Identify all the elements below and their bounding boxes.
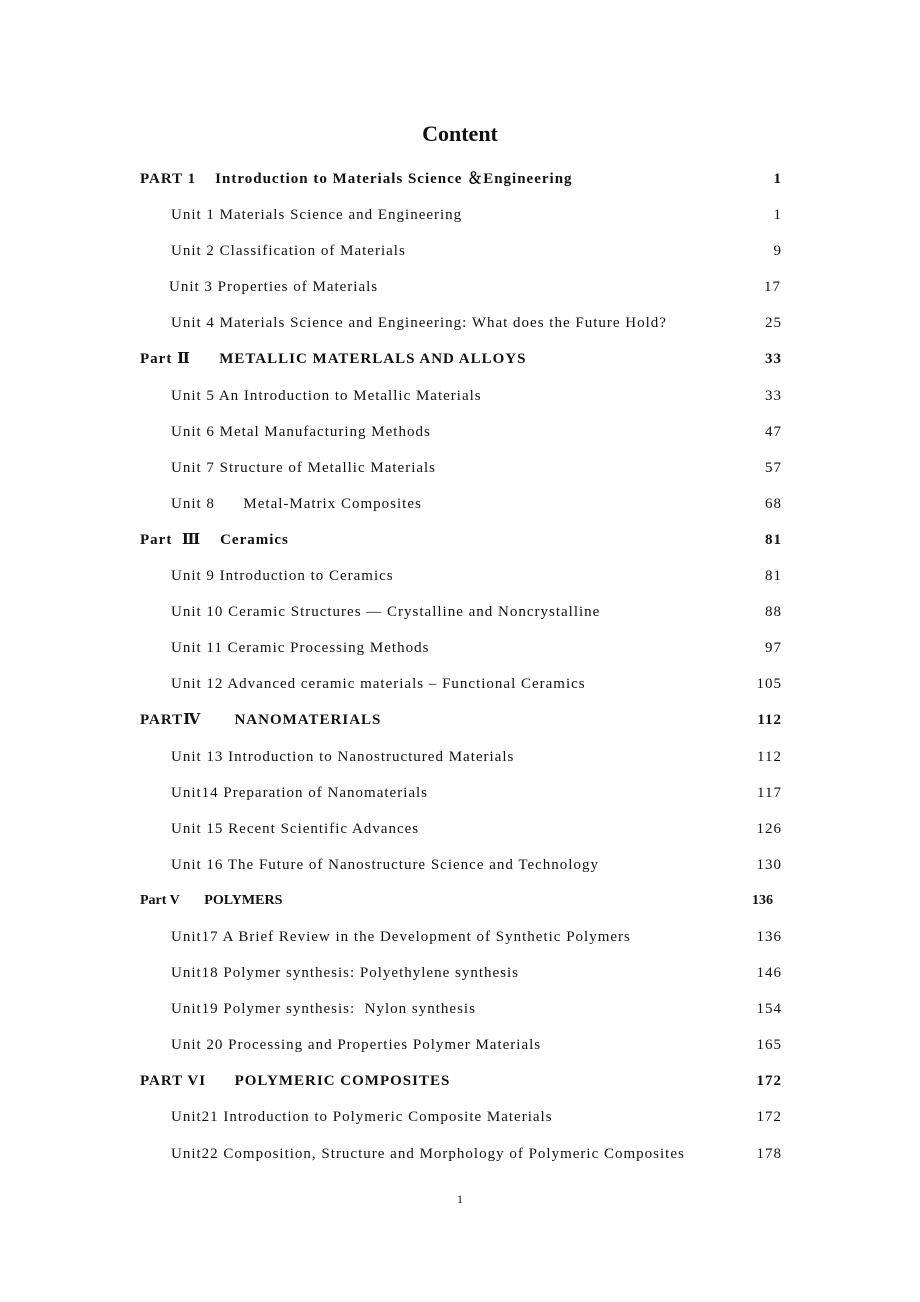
toc-unit-21[interactable] [0,1102,920,1138]
unit-title: Unit21 Introduction to Polymeric Composite Materials [171,1109,553,1126]
part-title: POLYMERIC COMPOSITES [234,1073,451,1090]
page-ref: 33 [765,351,782,368]
page-ref: 154 [756,1001,782,1018]
page-ref: 172 [756,1073,782,1090]
toc-unit-1[interactable] [0,200,920,236]
unit-title: Unit 20 Processing and Properties Polymer Materials [171,1037,542,1054]
toc-unit-13[interactable] [0,742,920,778]
toc-part-6[interactable] [0,1066,920,1102]
toc-unit-14[interactable] [0,778,920,814]
unit-title: Unit 2 Classification of Materials [171,243,406,260]
part-title: POLYMERS [204,892,283,908]
page-ref: 1 [773,207,782,224]
page-ref: 146 [756,965,782,982]
toc-unit-17[interactable] [0,922,920,958]
page-ref: 97 [765,640,782,657]
unit-title: Unit 9 Introduction to Ceramics [171,568,394,585]
page-ref: 88 [765,604,782,621]
unit-title: Unit 1 Materials Science and Engineering [171,207,463,224]
toc-part-3[interactable] [0,525,920,561]
part-number: PARTⅣ [140,712,202,729]
unit-title: Unit 3 Properties of Materials [169,279,379,296]
unit-title: Unit 11 Ceramic Processing Methods [171,640,430,657]
unit-title: Unit18 Polymer synthesis: Polyethylene synthesis [171,965,519,982]
page-ref: 1 [773,171,782,187]
page-ref: 172 [756,1109,782,1126]
part-number: Part Ⅱ [140,351,191,368]
page-ref: 81 [765,531,782,548]
unit-title: Unit 13 Introduction to Nanostructured Materials [171,748,515,765]
page-ref: 136 [752,892,773,908]
part-number: PART VI [140,1073,207,1090]
page-ref: 33 [765,387,782,404]
unit-title: Unit22 Composition, Structure and Morphology of Polymeric Composites [171,1145,685,1162]
unit-title: Unit19 Polymer synthesis: Nylon synthesis [171,1001,476,1018]
part-title: NANOMATERIALS [234,712,382,729]
page-ref: 117 [757,784,782,801]
unit-title: Unit 6 Metal Manufacturing Methods [171,423,431,440]
toc-unit-6[interactable] [0,417,920,453]
toc-unit-9[interactable] [0,561,920,597]
part-title: METALLIC MATERLALS AND ALLOYS [219,351,527,368]
toc-part-5[interactable] [0,886,920,922]
unit-title: Unit 4 Materials Science and Engineering: What does the Future Hold? [171,315,667,332]
toc-unit-20[interactable] [0,1030,920,1066]
toc-unit-19[interactable] [0,994,920,1030]
page-ref: 126 [756,820,782,837]
unit-title: Unit 5 An Introduction to Metallic Materials [171,387,482,404]
page-ref: 9 [773,243,782,260]
page-title: Content [422,121,498,146]
toc-part-2[interactable] [0,344,920,380]
page-ref: 25 [765,315,782,332]
table-of-contents [0,164,920,1175]
page-ref: 105 [756,676,782,693]
toc-part-1[interactable] [0,164,920,200]
unit-title: Unit 7 Structure of Metallic Materials [171,459,437,476]
page-ref: 136 [756,928,782,945]
toc-unit-12[interactable] [0,669,920,705]
unit-title: Unit14 Preparation of Nanomaterials [171,784,429,801]
unit-title: Unit17 A Brief Review in the Development of Synthetic Polymers [171,928,631,945]
toc-unit-22[interactable] [0,1139,920,1175]
toc-unit-15[interactable] [0,814,920,850]
toc-unit-8[interactable] [0,489,920,525]
toc-unit-7[interactable] [0,453,920,489]
toc-part-4[interactable] [0,705,920,741]
toc-unit-3[interactable] [0,272,920,308]
page-ref: 68 [765,495,782,512]
toc-unit-18[interactable] [0,958,920,994]
page-ref: 165 [756,1037,782,1054]
toc-unit-2[interactable] [0,236,920,272]
page-ref: 130 [756,856,782,873]
page-ref: 178 [756,1145,782,1162]
unit-title: Unit 16 The Future of Nanostructure Science and Technology [171,856,599,873]
page-ref: 81 [765,568,782,585]
toc-unit-10[interactable] [0,597,920,633]
page-ref: 57 [765,459,782,476]
toc-unit-4[interactable] [0,308,920,344]
part-title: Introduction to Materials Science ＆Engineering [215,171,573,187]
toc-unit-5[interactable] [0,381,920,417]
part-number: Part Ⅲ [140,531,202,548]
part-number: PART 1 [140,171,197,187]
page-ref: 17 [764,279,781,296]
toc-unit-16[interactable] [0,850,920,886]
page-ref: 112 [757,748,782,765]
unit-title: Unit 12 Advanced ceramic materials – Functional Ceramics [171,676,586,693]
part-number: Part V [140,892,180,908]
page-ref: 47 [765,423,782,440]
unit-title: Unit 10 Ceramic Structures — Crystalline and Noncrystalline [171,604,601,621]
unit-title: Unit 15 Recent Scientific Advances [171,820,420,837]
page-ref: 112 [757,712,782,729]
part-title: Ceramics [220,531,289,548]
page-number: 1 [457,1192,463,1206]
toc-unit-11[interactable] [0,633,920,669]
unit-title: Unit 8 Metal-Matrix Composites [171,495,422,512]
